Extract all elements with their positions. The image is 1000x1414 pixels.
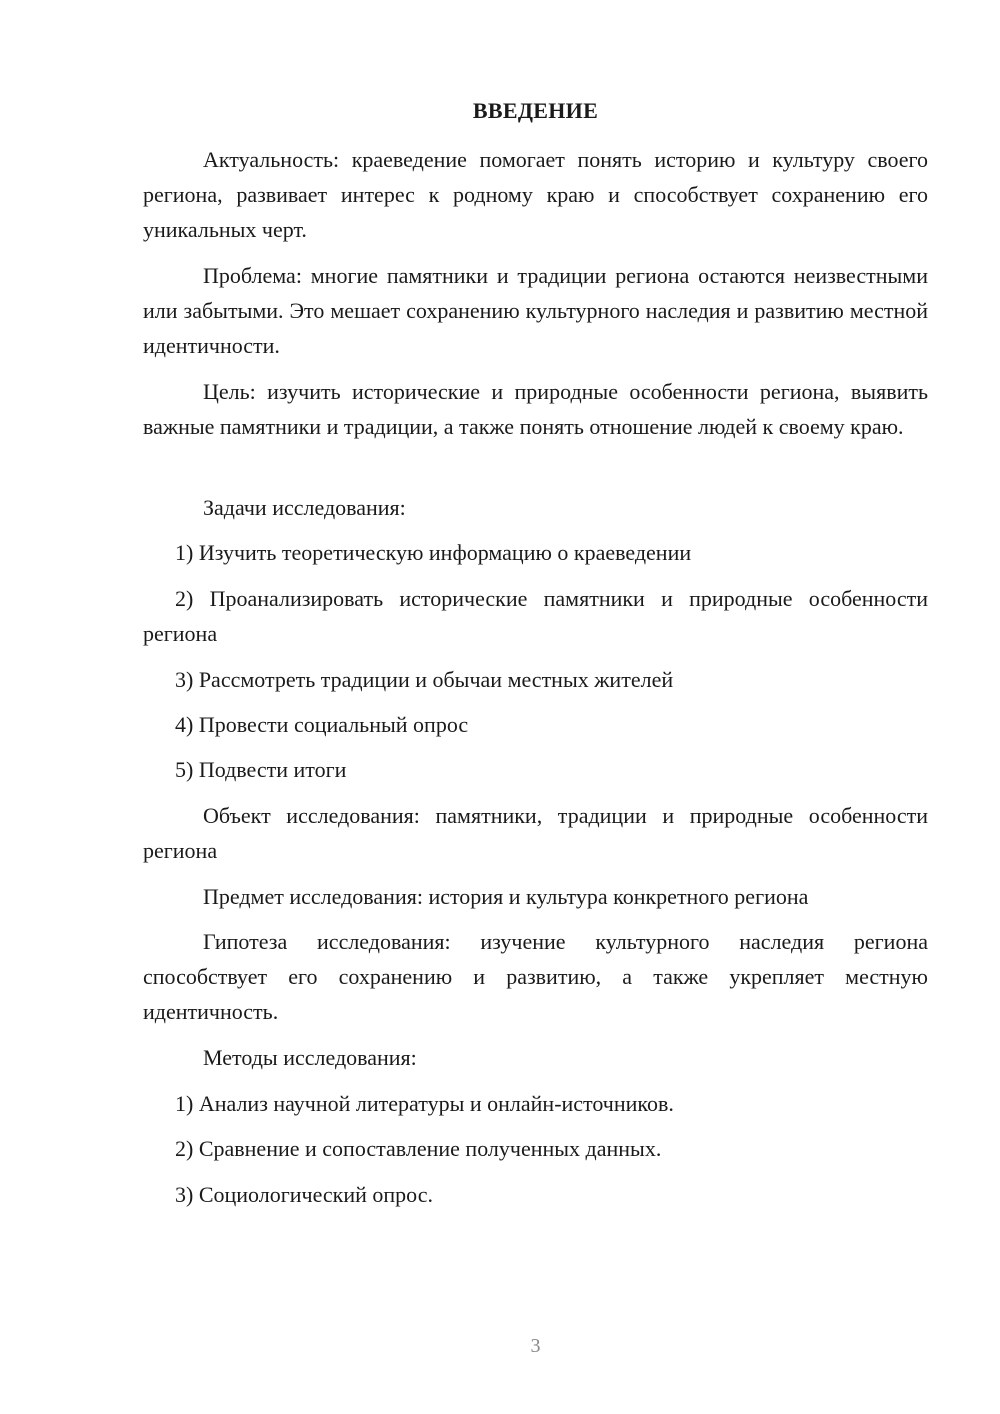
page-number: 3 (530, 1335, 541, 1357)
document-page (143, 0, 928, 1414)
list-item-task-1: 1) Изучить теоретическую информацию о краеведении (175, 540, 692, 565)
list-item-task-2: 2) Проанализировать исторические памятники и природные особенности региона (143, 586, 928, 646)
list-item-task-3: 3) Рассмотреть традиции и обычаи местных жителей (175, 667, 674, 692)
paragraph-subject: Предмет исследования: история и культура конкретного региона (203, 884, 809, 909)
paragraph-methods-heading: Методы исследования: (203, 1045, 417, 1070)
list-item-method-2: 2) Сравнение и сопоставление полученных данных. (175, 1136, 662, 1161)
list-item-method-3: 3) Социологический опрос. (175, 1182, 433, 1207)
paragraph-hypothesis: Гипотеза исследования: изучение культурного наследия региона способствует его сохранению и развитию, а также укрепляет местную идентичность. (143, 929, 928, 1024)
list-item-task-4: 4) Провести социальный опрос (175, 712, 469, 737)
paragraph-object: Объект исследования: памятники, традиции и природные особенности региона (143, 803, 928, 863)
section-title: ВВЕДЕНИЕ (472, 98, 599, 123)
paragraph-goal: Цель: изучить исторические и природные особенности региона, выявить важные памятники и традиции, а также понять отношение людей к своему краю. (143, 379, 928, 439)
paragraph-relevance: Актуальность: краеведение помогает понять историю и культуру своего региона, развивает интерес к родному краю и способствует сохранению его уникальных черт. (143, 147, 928, 242)
list-item-task-5: 5) Подвести итоги (175, 757, 347, 782)
list-item-method-1: 1) Анализ научной литературы и онлайн-источников. (175, 1091, 674, 1116)
paragraph-problem: Проблема: многие памятники и традиции региона остаются неизвестными или забытыми. Это мешает сохранению культурного наследия и развитию местной идентичности. (143, 263, 928, 358)
paragraph-tasks-heading: Задачи исследования: (203, 495, 406, 520)
